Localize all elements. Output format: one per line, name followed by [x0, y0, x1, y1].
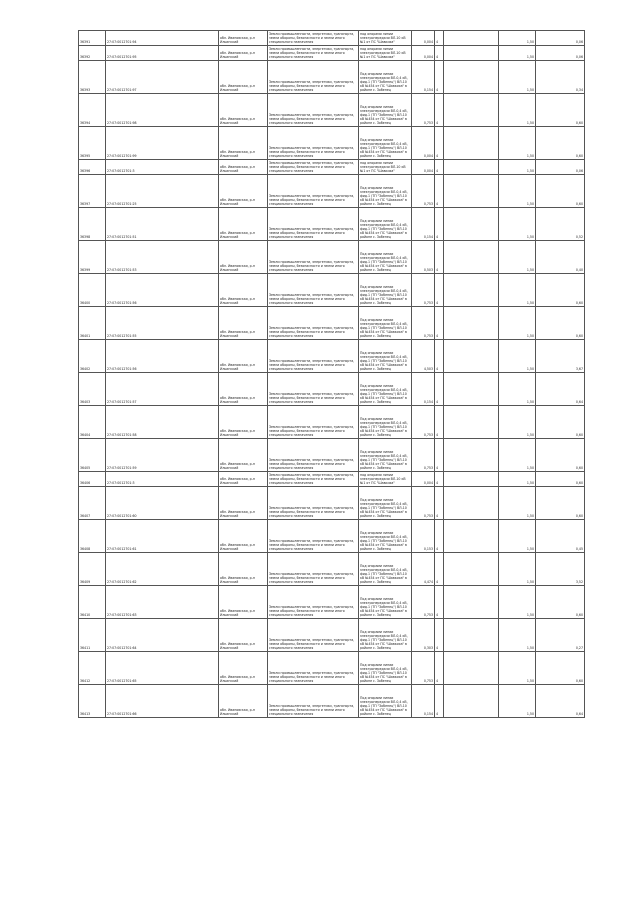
row-number: 36399 [79, 241, 106, 274]
tax-value: 0,60 [536, 307, 585, 340]
rate-value: 1,50 [499, 241, 536, 274]
location: обл. Ивановская, р-н Ильинский [219, 127, 268, 160]
permitted-use: Под опорами линии электропередачи ВЛ-0,4 кВ, фид.1 (ТП "Зобенец") ВЛ-10 кВ №454 от ПС "Шавкиха" в районе с. Зобенец [359, 94, 412, 127]
row-number: 36403 [79, 373, 106, 406]
table-row [79, 208, 585, 241]
row-number: 36407 [79, 487, 106, 520]
empty-cell [444, 685, 499, 718]
area-value: 0,154 [412, 208, 435, 241]
table-row [79, 307, 585, 340]
rate-value: 1,50 [499, 94, 536, 127]
land-category: Земли промышленности, энергетики, транспорта, земли обороны, безопасности и земли иного специального назначения [268, 127, 359, 160]
tax-value: 0,60 [536, 472, 585, 487]
land-category: Земли промышленности, энергетики, транспорта, земли обороны, безопасности и земли иного специального назначения [268, 685, 359, 718]
location: обл. Ивановская, р-н Ильинский [219, 487, 268, 520]
location: обл. Ивановская, р-н Ильинский [219, 307, 268, 340]
cadastral-number: 27:07:0012701:99 [106, 127, 219, 160]
cadastral-number: 27:07:0012701:57 [106, 373, 219, 406]
row-number: 36400 [79, 274, 106, 307]
area-value: 0,004 [412, 46, 435, 61]
rate-value: 1,50 [499, 373, 536, 406]
unit-code: 4 [435, 340, 444, 373]
row-number: 36401 [79, 307, 106, 340]
unit-code: 4 [435, 406, 444, 439]
unit-code: 4 [435, 373, 444, 406]
permitted-use: Под опорами линии электропередачи ВЛ-0,4 кВ, фид.1 (ТП "Зобенец") ВЛ-10 кВ №454 от ПС "Шавкиха" в районе с. Зобенец [359, 487, 412, 520]
land-category: Земли промышленности, энергетики, транспорта, земли обороны, безопасности и земли иного специального назначения [268, 439, 359, 472]
unit-code: 4 [435, 175, 444, 208]
area-value: 0,004 [412, 160, 435, 175]
area-value: 0,753 [412, 274, 435, 307]
cadastral-number: 27:07:0012701:60 [106, 487, 219, 520]
table-row [79, 61, 585, 94]
empty-cell [444, 340, 499, 373]
unit-code: 4 [435, 94, 444, 127]
rate-value: 1,50 [499, 520, 536, 553]
unit-code: 4 [435, 274, 444, 307]
row-number: 36404 [79, 406, 106, 439]
table-row [79, 175, 585, 208]
location: обл. Ивановская, р-н Ильинский [219, 439, 268, 472]
tax-value: 3,67 [536, 340, 585, 373]
empty-cell [444, 160, 499, 175]
location: обл. Ивановская, р-н Ильинский [219, 586, 268, 619]
tax-value: 0,52 [536, 208, 585, 241]
table-row [79, 31, 585, 46]
location: обл. Ивановская, р-н Ильинский [219, 94, 268, 127]
location: обл. Ивановская, р-н Ильинский [219, 208, 268, 241]
permitted-use: под опорами линии электропередачи ВЛ-10 кВ №1 от ПС "Шавкиха" [359, 472, 412, 487]
location: обл. Ивановская, р-н Ильинский [219, 160, 268, 175]
area-value: 0,503 [412, 241, 435, 274]
location: обл. Ивановская, р-н Ильинский [219, 652, 268, 685]
row-number: 36409 [79, 553, 106, 586]
area-value: 0,154 [412, 61, 435, 94]
table-row [79, 127, 585, 160]
empty-cell [444, 652, 499, 685]
row-number: 36398 [79, 208, 106, 241]
rate-value: 1,50 [499, 160, 536, 175]
table-row [79, 160, 585, 175]
tax-value: 0,06 [536, 160, 585, 175]
cadastral-number: 27:07:0012701:63 [106, 586, 219, 619]
area-value: 0,004 [412, 472, 435, 487]
row-number: 36394 [79, 94, 106, 127]
rate-value: 1,50 [499, 487, 536, 520]
row-number: 36410 [79, 586, 106, 619]
rate-value: 1,50 [499, 61, 536, 94]
tax-value: 0,64 [536, 373, 585, 406]
location: обл. Ивановская, р-н Ильинский [219, 61, 268, 94]
rate-value: 1,50 [499, 685, 536, 718]
land-category: Земли промышленности, энергетики, транспорта, земли обороны, безопасности и земли иного специального назначения [268, 175, 359, 208]
empty-cell [444, 46, 499, 61]
cadastral-number: 27:07:0012701:98 [106, 94, 219, 127]
location: обл. Ивановская, р-н Ильинский [219, 472, 268, 487]
row-number: 36396 [79, 160, 106, 175]
location: обл. Ивановская, р-н Ильинский [219, 46, 268, 61]
tax-value: 0,06 [536, 46, 585, 61]
land-plot-register-table [78, 30, 585, 718]
land-category: Земли промышленности, энергетики, транспорта, земли обороны, безопасности и земли иного специального назначения [268, 274, 359, 307]
area-value: 0,753 [412, 586, 435, 619]
row-number: 36405 [79, 439, 106, 472]
rate-value: 1,50 [499, 406, 536, 439]
land-category: Земли промышленности, энергетики, транспорта, земли обороны, безопасности и земли иного специального назначения [268, 340, 359, 373]
area-value: 0,154 [412, 685, 435, 718]
tax-value: 0,34 [536, 61, 585, 94]
unit-code: 4 [435, 439, 444, 472]
row-number: 36411 [79, 619, 106, 652]
rate-value: 1,50 [499, 274, 536, 307]
tax-value: 0,27 [536, 619, 585, 652]
row-number: 36392 [79, 46, 106, 61]
land-category: Земли промышленности, энергетики, транспорта, земли обороны, безопасности и земли иного специального назначения [268, 46, 359, 61]
permitted-use: Под опорами линии электропередачи ВЛ-0,4 кВ, фид.1 (ТП "Зобенец") ВЛ-10 кВ №454 от ПС "Шавкиха" в районе с. Зобенец [359, 685, 412, 718]
unit-code: 4 [435, 241, 444, 274]
rate-value: 1,50 [499, 175, 536, 208]
land-category: Земли промышленности, энергетики, транспорта, земли обороны, безопасности и земли иного специального назначения [268, 619, 359, 652]
land-category: Земли промышленности, энергетики, транспорта, земли обороны, безопасности и земли иного специального назначения [268, 652, 359, 685]
cadastral-number: 27:07:0012701:58 [106, 406, 219, 439]
cadastral-number: 27:07:0012701:3 [106, 160, 219, 175]
location: обл. Ивановская, р-н Ильинский [219, 175, 268, 208]
rate-value: 1,50 [499, 652, 536, 685]
empty-cell [444, 439, 499, 472]
area-value: 0,753 [412, 94, 435, 127]
land-category: Земли промышленности, энергетики, транспорта, земли обороны, безопасности и земли иного специального назначения [268, 520, 359, 553]
cadastral-number: 27:07:0012701:3 [106, 472, 219, 487]
tax-value: 0,60 [536, 586, 585, 619]
permitted-use: Под опорами линии электропередачи ВЛ-0,4 кВ, фид.1 (ТП "Зобенец") ВЛ-10 кВ №454 от ПС "Шавкиха" в районе с. Зобенец [359, 652, 412, 685]
location: обл. Ивановская, р-н Ильинский [219, 685, 268, 718]
cadastral-number: 27:07:0012701:65 [106, 652, 219, 685]
table-row [79, 274, 585, 307]
tax-value: 3,52 [536, 553, 585, 586]
row-number: 36391 [79, 31, 106, 46]
area-value: 0,154 [412, 373, 435, 406]
cadastral-number: 27:07:0012701:94 [106, 31, 219, 46]
empty-cell [444, 586, 499, 619]
table-row [79, 685, 585, 718]
unit-code: 4 [435, 619, 444, 652]
permitted-use: Под опорами линии электропередачи ВЛ-0,4 кВ, фид.1 (ТП "Зобенец") ВЛ-10 кВ №454 от ПС "Шавкиха" в районе с. Зобенец [359, 61, 412, 94]
table-row [79, 373, 585, 406]
cadastral-number: 27:07:0012701:61 [106, 520, 219, 553]
table-row [79, 553, 585, 586]
permitted-use: Под опорами линии электропередачи ВЛ-0,4 кВ, фид.1 (ТП "Зобенец") ВЛ-10 кВ №454 от ПС "Шавкиха" в районе с. Зобенец [359, 307, 412, 340]
area-value: 0,753 [412, 487, 435, 520]
unit-code: 4 [435, 46, 444, 61]
row-number: 36413 [79, 685, 106, 718]
tax-value: 0,60 [536, 406, 585, 439]
unit-code: 4 [435, 307, 444, 340]
tax-value: 0,60 [536, 175, 585, 208]
cadastral-number: 27:07:0012701:97 [106, 61, 219, 94]
empty-cell [444, 127, 499, 160]
cadastral-number: 27:07:0012701:62 [106, 553, 219, 586]
location: обл. Ивановская, р-н Ильинский [219, 520, 268, 553]
table-row [79, 472, 585, 487]
permitted-use: под опорами линии электропередачи ВЛ-10 кВ №1 от ПС "Шавкиха" [359, 160, 412, 175]
unit-code: 4 [435, 31, 444, 46]
empty-cell [444, 553, 499, 586]
area-value: 0,153 [412, 520, 435, 553]
cadastral-number: 27:07:0012701:55 [106, 307, 219, 340]
area-value: 0,753 [412, 307, 435, 340]
table-row [79, 439, 585, 472]
permitted-use: Под опорами линии электропередачи ВЛ-0,4 кВ, фид.1 (ТП "Зобенец") ВЛ-10 кВ №454 от ПС "Шавкиха" в районе с. Зобенец [359, 619, 412, 652]
permitted-use: Под опорами линии электропередачи ВЛ-0,4 кВ, фид.1 (ТП "Зобенец") ВЛ-10 кВ №454 от ПС "Шавкиха" в районе с. Зобенец [359, 439, 412, 472]
row-number: 36406 [79, 472, 106, 487]
empty-cell [444, 406, 499, 439]
cadastral-number: 27:07:0012701:51 [106, 208, 219, 241]
row-number: 36408 [79, 520, 106, 553]
unit-code: 4 [435, 61, 444, 94]
unit-code: 4 [435, 520, 444, 553]
tax-value: 0,45 [536, 520, 585, 553]
table-row [79, 652, 585, 685]
permitted-use: Под опорами линии электропередачи ВЛ-0,4 кВ, фид.1 (ТП "Зобенец") ВЛ-10 кВ №454 от ПС "Шавкиха" в районе с. Зобенец [359, 520, 412, 553]
land-category: Земли промышленности, энергетики, транспорта, земли обороны, безопасности и земли иного специального назначения [268, 307, 359, 340]
land-category: Земли промышленности, энергетики, транспорта, земли обороны, безопасности и земли иного специального назначения [268, 406, 359, 439]
rate-value: 1,50 [499, 46, 536, 61]
unit-code: 4 [435, 685, 444, 718]
unit-code: 4 [435, 127, 444, 160]
table-row [79, 586, 585, 619]
empty-cell [444, 472, 499, 487]
permitted-use: Под опорами линии электропередачи ВЛ-0,4 кВ, фид.1 (ТП "Зобенец") ВЛ-10 кВ №454 от ПС "Шавкиха" в районе с. Зобенец [359, 241, 412, 274]
row-number: 36412 [79, 652, 106, 685]
location: обл. Ивановская, р-н Ильинский [219, 340, 268, 373]
empty-cell [444, 175, 499, 208]
empty-cell [444, 208, 499, 241]
area-value: 0,753 [412, 652, 435, 685]
unit-code: 4 [435, 652, 444, 685]
rate-value: 1,50 [499, 307, 536, 340]
cadastral-number: 27:07:0012701:64 [106, 619, 219, 652]
location: обл. Ивановская, р-н Ильинский [219, 553, 268, 586]
empty-cell [444, 31, 499, 46]
row-number: 36395 [79, 127, 106, 160]
unit-code: 4 [435, 208, 444, 241]
tax-value: 0,64 [536, 685, 585, 718]
tax-value: 0,60 [536, 487, 585, 520]
row-number: 36397 [79, 175, 106, 208]
location: обл. Ивановская, р-н Ильинский [219, 373, 268, 406]
cadastral-number: 27:07:0012701:53 [106, 241, 219, 274]
cadastral-number: 27:07:0012701:66 [106, 685, 219, 718]
land-category: Земли промышленности, энергетики, транспорта, земли обороны, безопасности и земли иного специального назначения [268, 61, 359, 94]
permitted-use: Под опорами линии электропередачи ВЛ-0,4 кВ, фид.1 (ТП "Зобенец") ВЛ-10 кВ №454 от ПС "Шавкиха" в районе с. Зобенец [359, 127, 412, 160]
rate-value: 1,50 [499, 553, 536, 586]
area-value: 0,004 [412, 31, 435, 46]
cadastral-number: 27:07:0012701:95 [106, 46, 219, 61]
location: обл. Ивановская, р-н Ильинский [219, 241, 268, 274]
unit-code: 4 [435, 472, 444, 487]
register-rows [79, 31, 585, 718]
location: обл. Ивановская, р-н Ильинский [219, 406, 268, 439]
table-row [79, 406, 585, 439]
permitted-use: Под опорами линии электропередачи ВЛ-0,4 кВ, фид.1 (ТП "Зобенец") ВЛ-10 кВ №454 от ПС "Шавкиха" в районе с. Зобенец [359, 553, 412, 586]
rate-value: 1,50 [499, 208, 536, 241]
permitted-use: Под опорами линии электропередачи ВЛ-0,4 кВ, фид.1 (ТП "Зобенец") ВЛ-10 кВ №454 от ПС "Шавкиха" в районе с. Зобенец [359, 586, 412, 619]
unit-code: 4 [435, 586, 444, 619]
land-category: Земли промышленности, энергетики, транспорта, земли обороны, безопасности и земли иного специального назначения [268, 208, 359, 241]
area-value: 4,503 [412, 340, 435, 373]
land-category: Земли промышленности, энергетики, транспорта, земли обороны, безопасности и земли иного специального назначения [268, 160, 359, 175]
area-value: 0,753 [412, 175, 435, 208]
row-number: 36402 [79, 340, 106, 373]
rate-value: 1,50 [499, 439, 536, 472]
permitted-use: Под опорами линии электропередачи ВЛ-0,4 кВ, фид.1 (ТП "Зобенец") ВЛ-10 кВ №454 от ПС "Шавкиха" в районе с. Зобенец [359, 340, 412, 373]
land-category: Земли промышленности, энергетики, транспорта, земли обороны, безопасности и земли иного специального назначения [268, 553, 359, 586]
land-category: Земли промышленности, энергетики, транспорта, земли обороны, безопасности и земли иного специального назначения [268, 586, 359, 619]
table-row [79, 46, 585, 61]
area-value: 4,474 [412, 553, 435, 586]
tax-value: 0,40 [536, 241, 585, 274]
empty-cell [444, 274, 499, 307]
location: обл. Ивановская, р-н Ильинский [219, 274, 268, 307]
area-value: 0,004 [412, 127, 435, 160]
unit-code: 4 [435, 553, 444, 586]
rate-value: 1,50 [499, 340, 536, 373]
rate-value: 1,50 [499, 31, 536, 46]
table-row [79, 520, 585, 553]
tax-value: 0,60 [536, 274, 585, 307]
permitted-use: Под опорами линии электропередачи ВЛ-0,4 кВ, фид.1 (ТП "Зобенец") ВЛ-10 кВ №454 от ПС "Шавкиха" в районе с. Зобенец [359, 373, 412, 406]
area-value: 0,753 [412, 439, 435, 472]
rate-value: 1,50 [499, 127, 536, 160]
empty-cell [444, 307, 499, 340]
table-row [79, 241, 585, 274]
location: обл. Ивановская, р-н Ильинский [219, 619, 268, 652]
table-row [79, 94, 585, 127]
tax-value: 0,06 [536, 31, 585, 46]
empty-cell [444, 241, 499, 274]
permitted-use: под опорами линии электропередачи ВЛ-10 кВ №1 от ПС "Шавкиха" [359, 46, 412, 61]
empty-cell [444, 520, 499, 553]
permitted-use: Под опорами линии электропередачи ВЛ-0,4 кВ, фид.1 (ТП "Зобенец") ВЛ-10 кВ №454 от ПС "Шавкиха" в районе с. Зобенец [359, 175, 412, 208]
land-category: Земли промышленности, энергетики, транспорта, земли обороны, безопасности и земли иного специального назначения [268, 373, 359, 406]
cadastral-number: 27:07:0012701:25 [106, 175, 219, 208]
permitted-use: Под опорами линии электропередачи ВЛ-0,4 кВ, фид.1 (ТП "Зобенец") ВЛ-10 кВ №454 от ПС "Шавкиха" в районе с. Зобенец [359, 406, 412, 439]
empty-cell [444, 487, 499, 520]
rate-value: 1,50 [499, 619, 536, 652]
area-value: 0,303 [412, 619, 435, 652]
land-category: Земли промышленности, энергетики, транспорта, земли обороны, безопасности и земли иного специального назначения [268, 31, 359, 46]
register-sheet [78, 30, 583, 718]
tax-value: 0,60 [536, 439, 585, 472]
unit-code: 4 [435, 160, 444, 175]
table-row [79, 487, 585, 520]
land-category: Земли промышленности, энергетики, транспорта, земли обороны, безопасности и земли иного специального назначения [268, 472, 359, 487]
location: обл. Ивановская, р-н Ильинский [219, 31, 268, 46]
rate-value: 1,50 [499, 472, 536, 487]
empty-cell [444, 373, 499, 406]
area-value: 0,753 [412, 406, 435, 439]
tax-value: 0,60 [536, 127, 585, 160]
unit-code: 4 [435, 487, 444, 520]
empty-cell [444, 94, 499, 127]
cadastral-number: 27:07:0012701:56 [106, 340, 219, 373]
permitted-use: Под опорами линии электропередачи ВЛ-0,4 кВ, фид.1 (ТП "Зобенец") ВЛ-10 кВ №454 от ПС "Шавкиха" в районе с. Зобенец [359, 274, 412, 307]
cadastral-number: 27:07:0012701:56 [106, 274, 219, 307]
rate-value: 1,50 [499, 586, 536, 619]
permitted-use: Под опорами линии электропередачи ВЛ-0,4 кВ, фид.1 (ТП "Зобенец") ВЛ-10 кВ №454 от ПС "Шавкиха" в районе с. Зобенец [359, 208, 412, 241]
cadastral-number: 27:07:0012701:59 [106, 439, 219, 472]
land-category: Земли промышленности, энергетики, транспорта, земли обороны, безопасности и земли иного специального назначения [268, 94, 359, 127]
row-number: 36393 [79, 61, 106, 94]
tax-value: 0,60 [536, 94, 585, 127]
land-category: Земли промышленности, энергетики, транспорта, земли обороны, безопасности и земли иного специального назначения [268, 241, 359, 274]
permitted-use: под опорами линии электропередачи ВЛ-10 кВ №1 от ПС "Шавкиха" [359, 31, 412, 46]
table-row [79, 619, 585, 652]
land-category: Земли промышленности, энергетики, транспорта, земли обороны, безопасности и земли иного специального назначения [268, 487, 359, 520]
table-row [79, 340, 585, 373]
tax-value: 0,60 [536, 652, 585, 685]
empty-cell [444, 61, 499, 94]
empty-cell [444, 619, 499, 652]
